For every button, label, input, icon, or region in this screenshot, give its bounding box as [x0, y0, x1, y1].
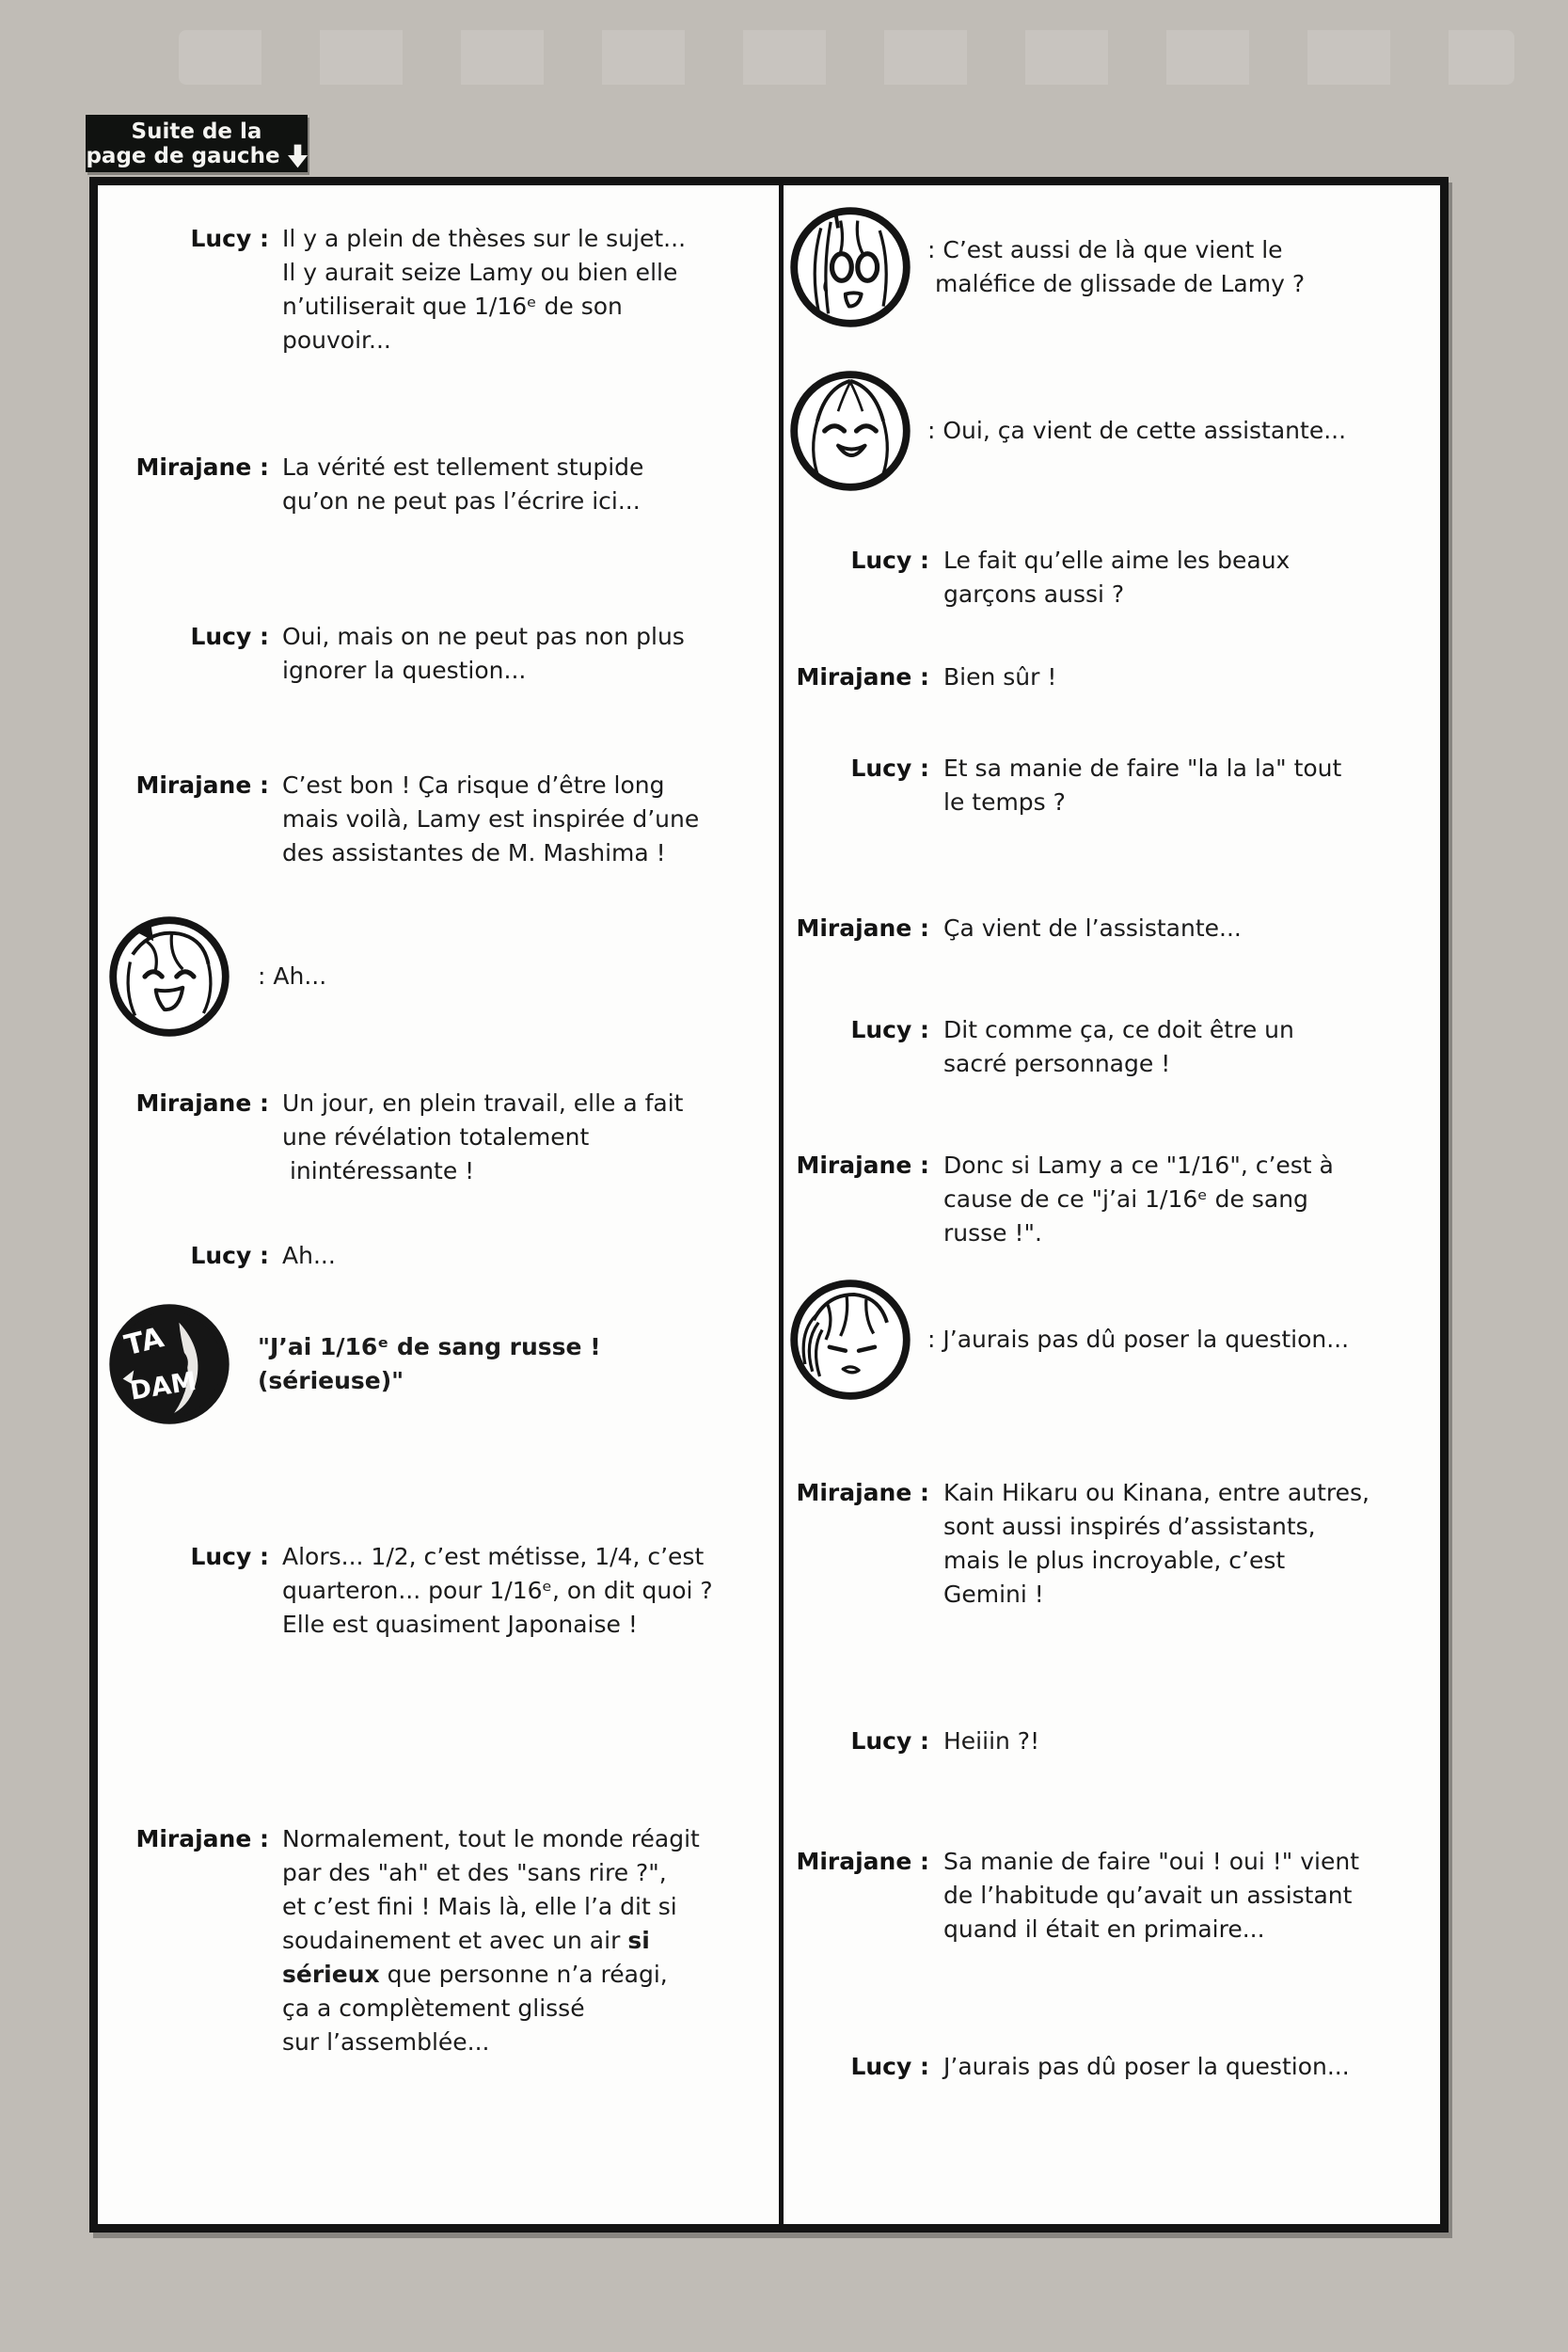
- speaker-label: Lucy :: [850, 755, 929, 782]
- dialogue-entry: [98, 1239, 779, 1273]
- down-arrow-icon: [288, 144, 308, 168]
- dialogue-text: Alors... 1/2, c’est métisse, 1/4, c’est quarteron... pour 1/16ᵉ, on dit quoi ? Elle est quasiment Japonaise !: [282, 1543, 713, 1638]
- dialogue-text: : Oui, ça vient de cette assistante...: [927, 417, 1347, 444]
- dialogue-entry: [784, 2050, 1440, 2084]
- dialogue-entry: [98, 1822, 779, 2059]
- right-column: [784, 185, 1440, 2224]
- dialogue-entry: [98, 222, 779, 358]
- dialogue-text: Kain Hikaru ou Kinana, entre autres, sont aussi inspirés d’assistants, mais le plus incroyable, c’est Gemini !: [943, 1479, 1370, 1608]
- dialogue-entry: [784, 1724, 1440, 1758]
- dialogue-entry: [98, 620, 779, 688]
- dialogue-text: Ah...: [282, 1242, 336, 1269]
- dialogue-entry: [784, 1279, 1440, 1401]
- speaker-label: Mirajane :: [796, 663, 929, 691]
- dialogue-entry: [98, 1303, 779, 1425]
- dialogue-entry: [98, 1540, 779, 1642]
- banner-line2: page de gauche: [86, 143, 280, 168]
- speaker-label: Mirajane :: [796, 1848, 929, 1875]
- dialogue-text: Et sa manie de faire "la la la" tout le temps ?: [943, 755, 1342, 816]
- dialogue-text: : J’aurais pas dû poser la question...: [927, 1326, 1350, 1353]
- dialogue-text: Il y a plein de thèses sur le sujet... Il y aurait seize Lamy ou bien elle n’utiliserait que 1/16ᵉ de son pouvoir...: [282, 225, 687, 354]
- dialogue-text: Normalement, tout le monde réagit par des "ah" et des "sans rire ?", et c’est fini ! Mais là, elle l’a dit si soudainement et avec un air si sérieux que personne n’a réagi, ça a complètement glissé sur l’assemblée...: [282, 1825, 700, 2056]
- dialogue-entry: [98, 451, 779, 518]
- dialogue-text: Heiiin ?!: [943, 1727, 1040, 1755]
- dialogue-text: "J’ai 1/16ᵉ de sang russe ! (sérieuse)": [258, 1333, 601, 1394]
- tadam-text-top: TA: [121, 1321, 167, 1363]
- dialogue-entry: [784, 660, 1440, 694]
- dialogue-panel: [89, 177, 1449, 2233]
- dialogue-text: : C’est aussi de là que vient le maléfice de glissade de Lamy ?: [927, 236, 1306, 297]
- tadam-text-bottom: DAM: [128, 1366, 199, 1406]
- speaker-label: Lucy :: [850, 547, 929, 574]
- speaker-label: Mirajane :: [796, 914, 929, 942]
- speaker-label: Mirajane :: [135, 771, 269, 799]
- dialogue-entry: [784, 370, 1440, 492]
- dialogue-text: Dit comme ça, ce doit être un sacré personnage !: [943, 1016, 1294, 1077]
- lucy-tadam-face-icon: [108, 1303, 230, 1425]
- continuation-banner: [86, 115, 308, 172]
- lucy-shocked-face-icon: [789, 206, 911, 328]
- dialogue-text: Donc si Lamy a ce "1/16", c’est à cause de ce "j’ai 1/16ᵉ de sang russe !".: [943, 1152, 1334, 1247]
- lucy-gloomy-face-icon: [789, 1279, 911, 1401]
- dialogue-entry: [784, 1845, 1440, 1947]
- dialogue-entry: [784, 1476, 1440, 1612]
- dialogue-text: : Ah...: [258, 962, 327, 990]
- speaker-label: Mirajane :: [796, 1479, 929, 1506]
- dialogue-text: Ça vient de l’assistante...: [943, 914, 1242, 942]
- dialogue-entry: [784, 1013, 1440, 1081]
- dialogue-entry: [784, 912, 1440, 946]
- speaker-label: Lucy :: [850, 1727, 929, 1755]
- speaker-label: Mirajane :: [796, 1152, 929, 1179]
- dialogue-entry: [784, 752, 1440, 819]
- speaker-label: Lucy :: [190, 225, 269, 252]
- speaker-label: Mirajane :: [135, 1825, 269, 1852]
- dialogue-text: J’aurais pas dû poser la question...: [943, 2053, 1350, 2080]
- left-column: [98, 185, 779, 2224]
- dialogue-entry: [98, 769, 779, 870]
- dialogue-text: Le fait qu’elle aime les beaux garçons aussi ?: [943, 547, 1291, 608]
- dialogue-entry: [784, 1149, 1440, 1250]
- dialogue-text: Oui, mais on ne peut pas non plus ignorer la question...: [282, 623, 685, 684]
- speaker-label: Lucy :: [190, 1543, 269, 1570]
- dialogue-text: Sa manie de faire "oui ! oui !" vient de l’habitude qu’avait un assistant quand il était en primaire...: [943, 1848, 1360, 1943]
- lucy-happy-face-icon: [108, 915, 230, 1038]
- scan-ghosting-artifact: [179, 30, 1514, 85]
- banner-line1: Suite de la: [131, 119, 262, 144]
- dialogue-entry: [98, 1087, 779, 1188]
- dialogue-text: C’est bon ! Ça risque d’être long mais voilà, Lamy est inspirée d’une des assistantes de M. Mashima !: [282, 771, 700, 866]
- dialogue-entry: [98, 915, 779, 1038]
- dialogue-text: Un jour, en plein travail, elle a fait une révélation totalement inintéressante !: [282, 1089, 684, 1184]
- dialogue-entry: [784, 544, 1440, 612]
- dialogue-entry: [784, 206, 1440, 328]
- speaker-label: Mirajane :: [135, 1089, 269, 1117]
- dialogue-text: Bien sûr !: [943, 663, 1057, 691]
- speaker-label: Lucy :: [190, 623, 269, 650]
- dialogue-text: La vérité est tellement stupide qu’on ne peut pas l’écrire ici...: [282, 453, 644, 515]
- speaker-label: Lucy :: [850, 1016, 929, 1043]
- speaker-label: Mirajane :: [135, 453, 269, 481]
- speaker-label: Lucy :: [850, 2053, 929, 2080]
- speaker-label: Lucy :: [190, 1242, 269, 1269]
- mirajane-happy-face-icon: [789, 370, 911, 492]
